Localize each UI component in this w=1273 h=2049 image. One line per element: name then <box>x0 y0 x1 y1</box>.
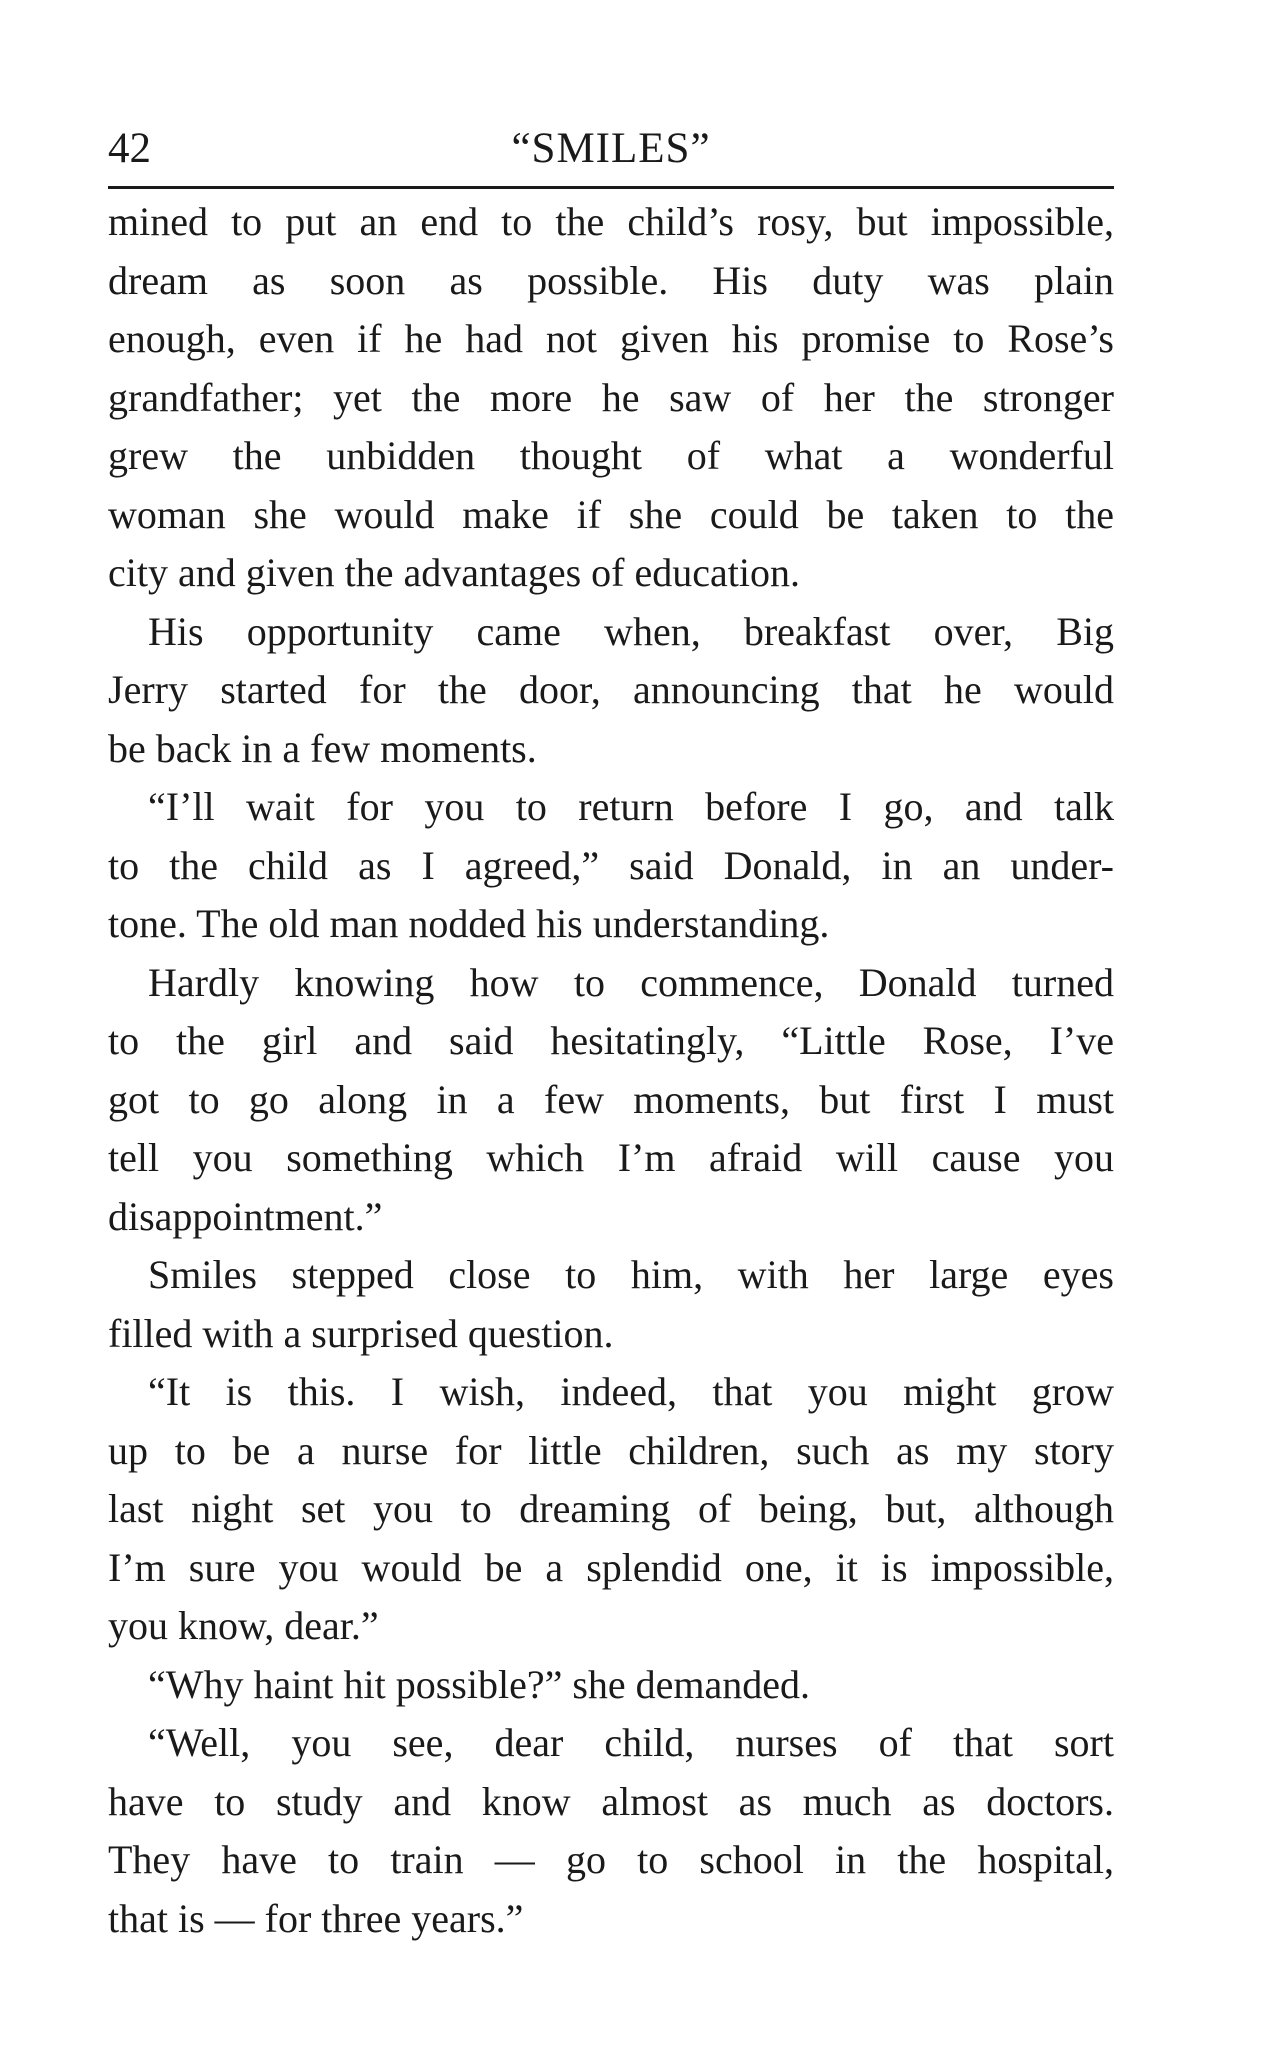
text-line: up to be a nurse for little children, such as my story <box>108 1427 1114 1473</box>
text-line: “It is this. I wish, indeed, that you might grow <box>148 1369 1114 1414</box>
text-line: “Why haint hit possible?” she demanded. <box>148 1661 811 1707</box>
paragraph <box>108 1656 1114 1715</box>
text-line: last night set you to dreaming of being, but, although <box>108 1486 1114 1531</box>
text-line: have to study and know almost as much as doctors. <box>108 1778 1114 1824</box>
body-text <box>108 193 1114 1948</box>
text-line: to the girl and said hesitatingly, “Little Rose, I’ve <box>108 1018 1114 1063</box>
text-line: tell you something which I’m afraid will cause you <box>108 1135 1114 1180</box>
text-line: I’m sure you would be a splendid one, it is impossible, <box>108 1544 1114 1590</box>
text-line: city and given the advantages of education. <box>108 550 800 595</box>
page-header <box>108 118 1114 189</box>
text-line: They have to train — go to school in the hospital, <box>108 1837 1114 1882</box>
text-line: to the child as I agreed,” said Donald, in an under- <box>108 842 1114 888</box>
text-line: “I’ll wait for you to return before I go, and talk <box>148 784 1114 829</box>
paragraph <box>108 193 1114 603</box>
paragraph <box>108 603 1114 779</box>
text-line: grew the unbidden thought of what a wonderful <box>108 433 1114 478</box>
text-line: tone. The old man nodded his understanding. <box>108 901 830 946</box>
text-line: got to go along in a few moments, but first I must <box>108 1076 1114 1122</box>
paragraph <box>108 778 1114 954</box>
paragraph <box>108 954 1114 1247</box>
text-line: enough, even if he had not given his promise to Rose’s <box>108 316 1114 361</box>
text-line: you know, dear.” <box>108 1603 379 1648</box>
page-number: 42 <box>108 125 151 172</box>
text-line: “Well, you see, dear child, nurses of that sort <box>148 1720 1114 1765</box>
text-line: Jerry started for the door, announcing that he would <box>108 667 1114 712</box>
text-line: filled with a surprised question. <box>108 1310 614 1356</box>
running-title: “SMILES” <box>511 125 711 172</box>
text-line: Smiles stepped close to him, with her large eyes <box>148 1252 1114 1297</box>
text-line: mined to put an end to the child’s rosy, but impossible, <box>108 199 1114 244</box>
text-line: disappointment.” <box>108 1193 383 1239</box>
paragraph <box>108 1246 1114 1363</box>
text-line: dream as soon as possible. His duty was plain <box>108 257 1114 303</box>
text-line: Hardly knowing how to commence, Donald turned <box>148 959 1114 1005</box>
text-line: be back in a few moments. <box>108 725 537 771</box>
text-line: that is — for three years.” <box>108 1895 524 1941</box>
text-line: grandfather; yet the more he saw of her the stronger <box>108 374 1114 420</box>
text-line: His opportunity came when, breakfast over, Big <box>148 608 1114 654</box>
paragraph <box>108 1363 1114 1656</box>
text-line: woman she would make if she could be taken to the <box>108 491 1114 537</box>
paragraph <box>108 1714 1114 1948</box>
book-page <box>108 118 1114 1948</box>
